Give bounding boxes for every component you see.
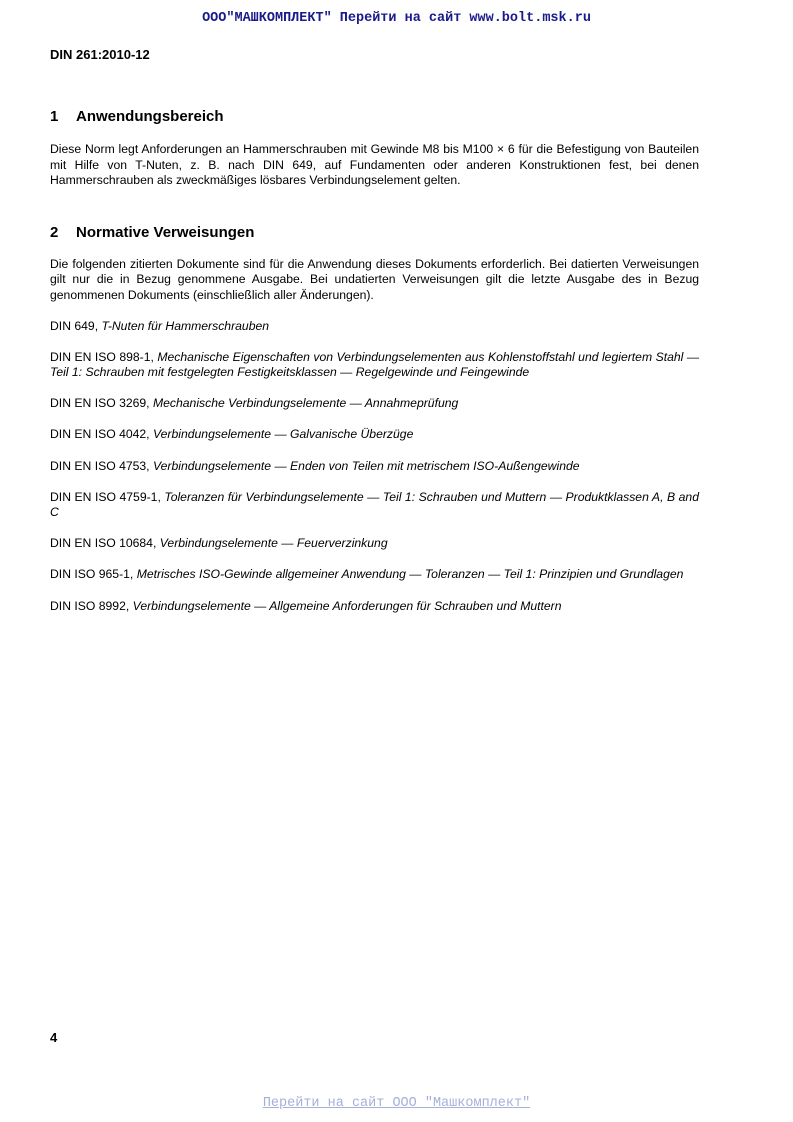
section-heading-scope [50, 108, 699, 125]
reference-title: T-Nuten für Hammerschrauben [101, 318, 270, 333]
reference-code: DIN EN ISO 4753, [50, 458, 150, 473]
page-content [50, 108, 699, 630]
scope-paragraph: Diese Norm legt Anforderungen an Hammerschrauben mit Gewinde M8 bis M100 × 6 für die Befestigung von Bauteilen mit Hilfe von T-Nuten, z. B. nach DIN 649, auf Fundamenten oder anderen Konstruktionen fest, bei denen Hammerschrauben als zweckmäßiges lösbares Verbindungselement gelten. [50, 142, 699, 188]
section-title: Normative Verweisungen [76, 223, 255, 241]
page-number: 4 [50, 1030, 58, 1045]
reference-item [50, 536, 699, 552]
bottom-site-link[interactable]: Перейти на сайт ООО "Машкомплект" [262, 1096, 531, 1111]
reference-code: DIN ISO 8992, [50, 598, 130, 613]
reference-list [50, 319, 699, 615]
reference-title: Metrisches ISO-Gewinde allgemeiner Anwendung — Toleranzen — Teil 1: Prinzipien und Grundlagen [136, 567, 684, 582]
reference-title: Toleranzen für Verbindungselemente — Teil 1: Schrauben und Muttern — Produktklassen A, B and C [50, 489, 699, 520]
reference-item [50, 599, 699, 615]
reference-item [50, 350, 699, 381]
reference-code: DIN EN ISO 898-1, [50, 349, 154, 364]
reference-title: Verbindungselemente — Feuerverzinkung [159, 536, 388, 551]
reference-code: DIN EN ISO 10684, [50, 536, 157, 551]
reference-item [50, 319, 699, 335]
reference-item [50, 490, 699, 521]
normative-references-paragraph: Die folgenden zitierten Dokumente sind für die Anwendung dieses Dokuments erforderlich. Bei datierten Verweisungen gilt nur die in Bezug genommene Ausgabe. Bei undatierten Verweisungen gilt die letzte Ausgabe des in Bezug genommenen Dokuments (einschließlich aller Änderungen). [50, 256, 699, 302]
reference-title: Mechanische Eigenschaften von Verbindungselementen aus Kohlenstoffstahl und legiertem Stahl — Teil 1: Schrauben mit festgelegten Festigkeitsklassen — Regelgewinde und Feingewinde [50, 349, 700, 380]
reference-title: Mechanische Verbindungselemente — Annahmeprüfung [152, 396, 459, 411]
reference-code: DIN EN ISO 4759-1, [50, 489, 161, 504]
reference-item [50, 459, 699, 475]
section-heading-normative-references [50, 224, 699, 241]
reference-code: DIN EN ISO 3269, [50, 396, 150, 411]
reference-item [50, 567, 699, 583]
reference-item [50, 396, 699, 412]
reference-code: DIN 649, [50, 318, 99, 333]
reference-item [50, 427, 699, 443]
reference-code: DIN ISO 965-1, [50, 567, 134, 582]
reference-title: Verbindungselemente — Enden von Teilen mit metrischem ISO-Außengewinde [152, 458, 580, 473]
section-number: 2 [50, 223, 59, 241]
section-number: 1 [50, 108, 59, 125]
document-id: DIN 261:2010-12 [50, 47, 150, 62]
reference-title: Verbindungselemente — Galvanische Überzüge [152, 427, 414, 442]
top-banner-link[interactable]: ООО"МАШКОМПЛЕКТ" Перейти на сайт www.bolt.msk.ru [202, 11, 591, 26]
reference-title: Verbindungselemente — Allgemeine Anforderungen für Schrauben und Muttern [132, 598, 562, 613]
reference-code: DIN EN ISO 4042, [50, 427, 150, 442]
section-title: Anwendungsbereich [76, 108, 224, 125]
